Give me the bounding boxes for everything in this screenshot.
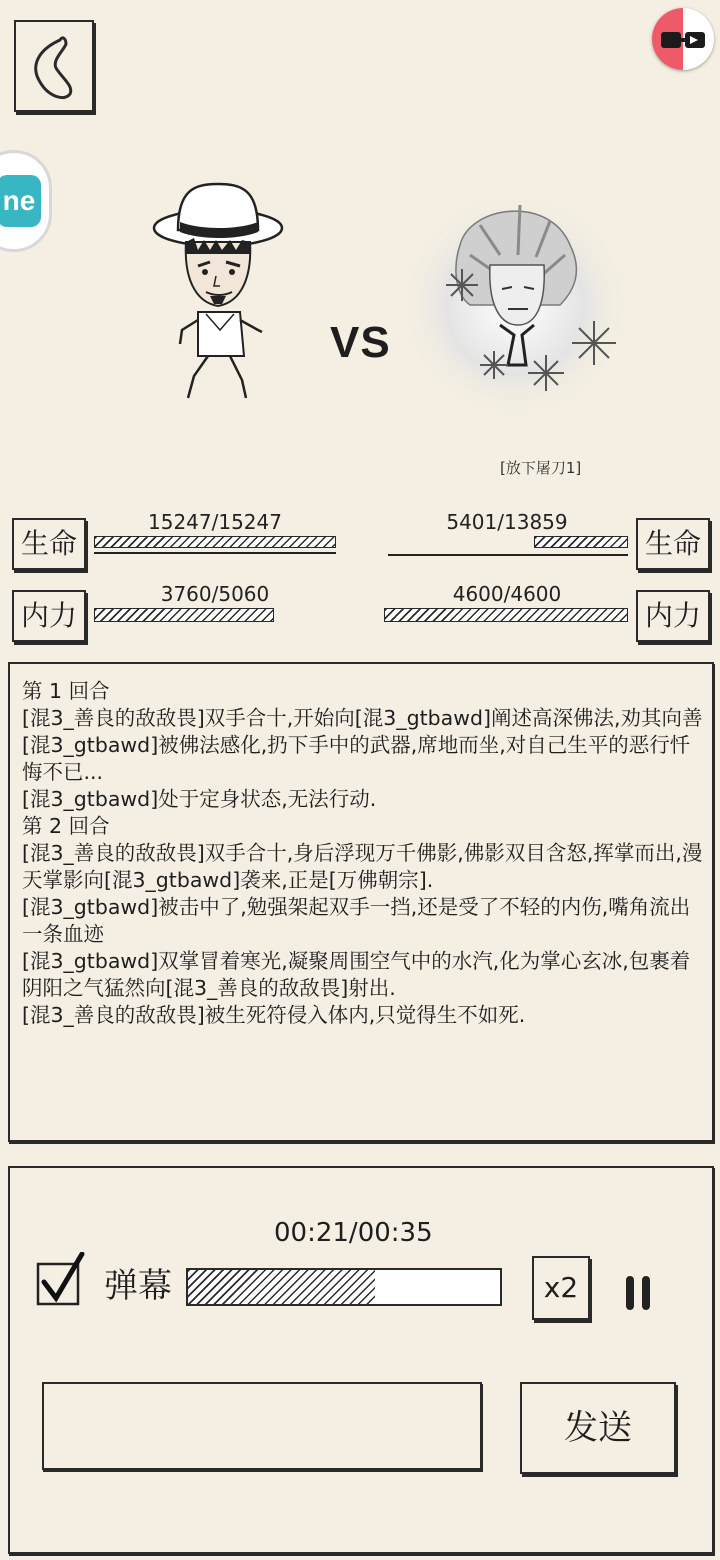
back-button[interactable] (14, 20, 94, 112)
log-line: [混3_善良的敌敌畏]被生死符侵入体内,只觉得生不如死. (22, 1003, 526, 1027)
enemy-character (400, 185, 630, 425)
enemy-mp-bar (384, 608, 628, 624)
enemy-mp-label: 内力 (636, 590, 710, 642)
back-arrow-icon (16, 22, 92, 110)
log-line: [混3_gtbawd]被佛法感化,扔下手中的武器,席地而坐,对自己生平的恶行忏悔不已... (22, 733, 691, 784)
side-floating-tab[interactable] (0, 150, 52, 252)
speed-button[interactable]: x2 (532, 1256, 590, 1320)
send-button[interactable]: 发送 (520, 1382, 676, 1474)
log-line: [混3_gtbawd]被击中了,勉强架起双手一挡,还是受了不轻的内伤,嘴角流出一条血迹 (22, 895, 691, 946)
player-character (150, 180, 290, 410)
playback-timer: 00:21/00:35 (274, 1218, 433, 1248)
battle-log-text (22, 678, 706, 1029)
enemy-hp-bar (388, 536, 628, 558)
log-line: [混3_gtbawd]双掌冒着寒光,凝聚周围空气中的水汽,化为掌心玄冰,包裹着阴阳之气猛然向[混3_善良的敌敌畏]射出. (22, 949, 691, 1000)
playback-progress-bar[interactable] (186, 1268, 502, 1306)
enemy-name: [放下屠刀1] (500, 459, 582, 477)
checkmark-icon (36, 1252, 86, 1308)
player-hp-bar (94, 536, 336, 556)
player-hp-label: 生命 (12, 518, 86, 570)
playback-progress-fill (188, 1270, 375, 1304)
enemy-hp-value: 5401/13859 (446, 510, 568, 534)
battle-log-panel[interactable] (8, 662, 714, 1142)
pause-button[interactable] (624, 1276, 654, 1312)
player-mp-label: 内力 (12, 590, 86, 642)
danmu-checkbox[interactable] (36, 1252, 86, 1308)
player-mp-bar (94, 608, 336, 624)
record-icon (660, 30, 706, 50)
log-line: [混3_善良的敌敌畏]双手合十,身后浮现万千佛影,佛影双目含怒,挥掌而出,漫天掌影向[混3_gtbawd]袭来,正是[万佛朝宗]. (22, 841, 703, 892)
enemy-mp-value: 4600/4600 (452, 582, 562, 606)
log-line: [混3_gtbawd]处于定身状态,无法行动. (22, 787, 377, 811)
log-line: [混3_善良的敌敌畏]双手合十,开始向[混3_gtbawd]阐述高深佛法,劝其向善 (22, 706, 703, 730)
enemy-hp-label: 生命 (636, 518, 710, 570)
log-line: 第 1 回合 (22, 679, 110, 703)
player-mp-value: 3760/5060 (160, 582, 270, 606)
pause-icon (626, 1276, 634, 1310)
danmu-label: 弹幕 (104, 1266, 172, 1306)
danmu-chat-input[interactable] (42, 1382, 482, 1470)
log-line: 第 2 回合 (22, 814, 110, 838)
side-tab-label: ne (0, 175, 41, 227)
vs-label: VS (330, 318, 391, 367)
player-hp-value: 15247/15247 (148, 510, 282, 534)
screen-record-button[interactable] (652, 8, 714, 70)
